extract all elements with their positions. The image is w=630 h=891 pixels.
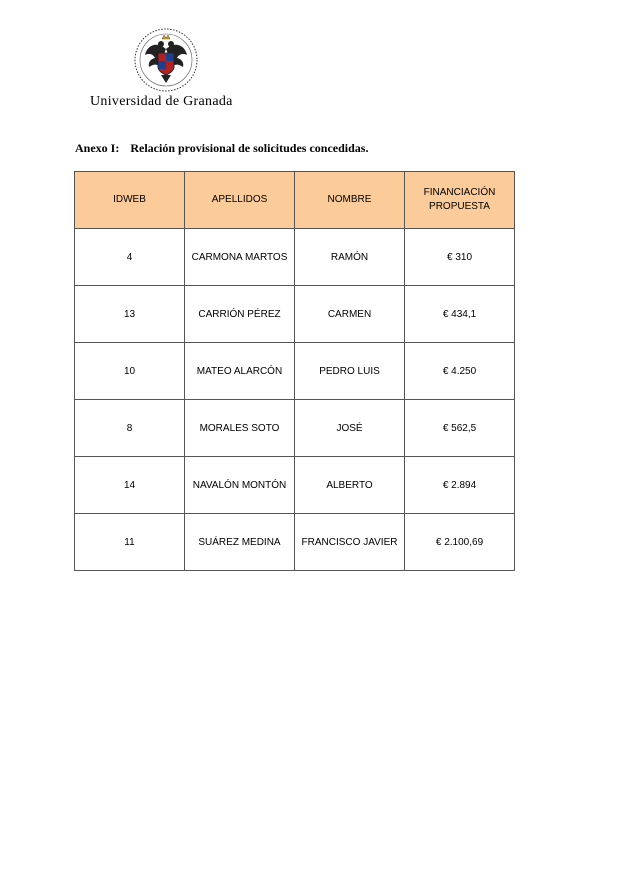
cell-apellidos: CARRIÓN PÉREZ	[185, 286, 295, 343]
column-header-apellidos: APELLIDOS	[185, 172, 295, 229]
cell-financiacion: € 4.250	[405, 343, 515, 400]
annex-title-text: Relación provisional de solicitudes concedidas.	[130, 141, 369, 155]
cell-idweb: 10	[75, 343, 185, 400]
annex-heading	[75, 141, 368, 156]
cell-apellidos: MORALES SOTO	[185, 400, 295, 457]
grants-table	[74, 171, 515, 571]
cell-nombre: CARMEN	[295, 286, 405, 343]
cell-financiacion: € 310	[405, 229, 515, 286]
annex-label: Anexo I:	[75, 141, 120, 155]
cell-nombre: ALBERTO	[295, 457, 405, 514]
cell-idweb: 8	[75, 400, 185, 457]
table-header-row	[75, 172, 515, 229]
cell-financiacion: € 2.100,69	[405, 514, 515, 571]
cell-financiacion: € 2.894	[405, 457, 515, 514]
column-header-financiacion: FINANCIACIÓN PROPUESTA	[405, 172, 515, 229]
cell-idweb: 14	[75, 457, 185, 514]
cell-idweb: 13	[75, 286, 185, 343]
cell-apellidos: CARMONA MARTOS	[185, 229, 295, 286]
cell-apellidos: MATEO ALARCÓN	[185, 343, 295, 400]
table-row	[75, 343, 515, 400]
cell-idweb: 11	[75, 514, 185, 571]
university-seal-icon	[133, 27, 199, 93]
table-row	[75, 514, 515, 571]
cell-financiacion: € 562,5	[405, 400, 515, 457]
cell-apellidos: NAVALÓN MONTÓN	[185, 457, 295, 514]
table-row	[75, 457, 515, 514]
cell-nombre: RAMÓN	[295, 229, 405, 286]
cell-financiacion: € 434,1	[405, 286, 515, 343]
university-name: Universidad de Granada	[90, 94, 233, 109]
table-row	[75, 229, 515, 286]
cell-nombre: FRANCISCO JAVIER	[295, 514, 405, 571]
table-row	[75, 286, 515, 343]
cell-nombre: PEDRO LUIS	[295, 343, 405, 400]
cell-apellidos: SUÁREZ MEDINA	[185, 514, 295, 571]
table-row	[75, 400, 515, 457]
column-header-nombre: NOMBRE	[295, 172, 405, 229]
column-header-idweb: IDWEB	[75, 172, 185, 229]
cell-nombre: JOSÉ	[295, 400, 405, 457]
cell-idweb: 4	[75, 229, 185, 286]
